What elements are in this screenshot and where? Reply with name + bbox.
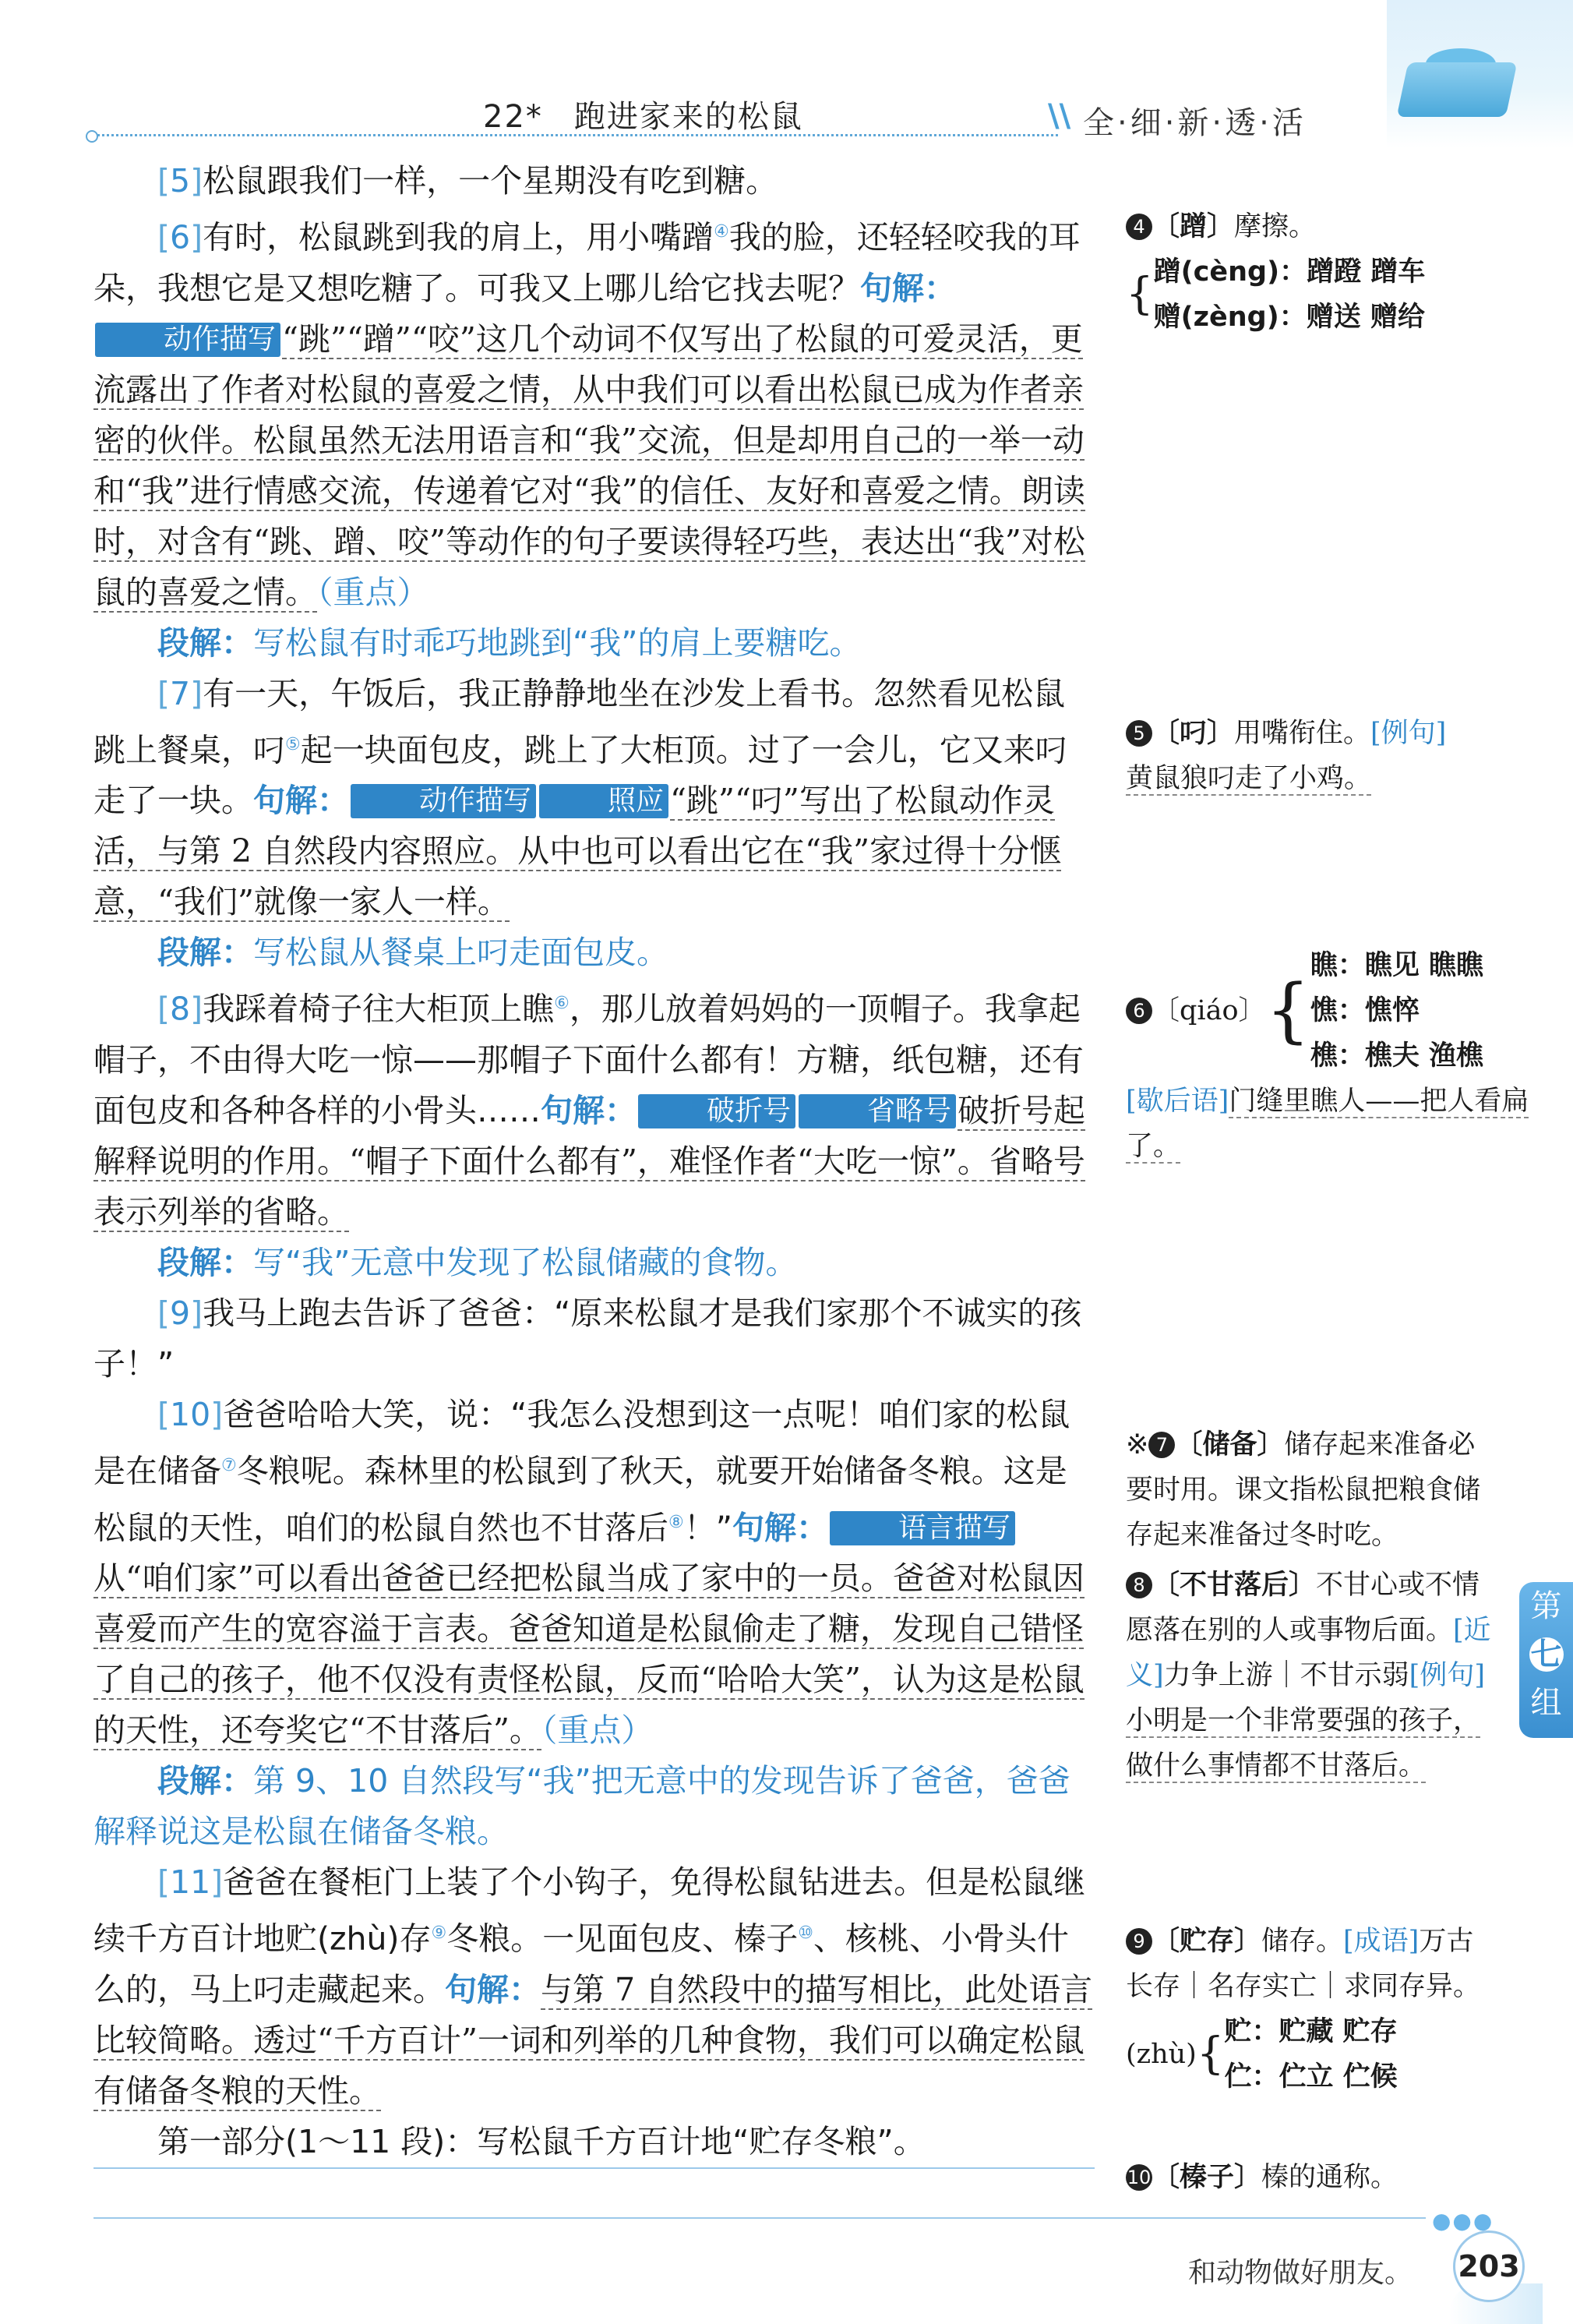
note-number: 8: [1126, 1572, 1152, 1598]
unit-tab: [1519, 1582, 1573, 1738]
sentence-analysis-label: 句解：: [541, 1091, 637, 1129]
header-divider-dot: [86, 130, 98, 143]
paragraph-text: 起一块面包皮，跳上了大柜顶。过了一会儿，它又来叼走了一块。: [93, 731, 1067, 820]
paragraph-summary-4: [93, 1756, 1095, 1857]
paragraph-8: [8]我踩着椅子往大柜顶上瞧⑥，那儿放着妈妈的一顶帽子。我拿起帽子，不由得大吃一惊——那帽子下面什么都有！方糖，纸包糖，还有面包皮和各种各样的小骨头……句解： 破折号 省略号 破折号起解释说明的作用。“帽子下面什么都有”，难怪作者“大吃一惊”。省略号表示列举的省略。: [93, 990, 1086, 1231]
side-note-6: [1126, 943, 1547, 1169]
sentence-analysis-label: 句解：: [253, 782, 349, 820]
note-word: 〔储备〕: [1175, 1429, 1285, 1460]
summary-text: 写松鼠从餐桌上叼走面包皮。: [253, 934, 668, 972]
summary-text: 写松鼠有时乖巧地跳到“我”的肩上要糖吃。: [253, 623, 862, 662]
note-number: 9: [1126, 1928, 1152, 1955]
summary-label: 段解：: [157, 623, 253, 662]
technique-tag: 动作描写: [351, 784, 536, 818]
example-text: 黄鼠狼叼走了小鸡。: [1126, 763, 1372, 794]
part-summary-text: 第一部分(1～11 段)：写松鼠千方百计地“贮存冬粮”。: [157, 2122, 926, 2160]
paragraph-number: 7: [170, 674, 191, 712]
sentence-analysis-label: 句解：: [732, 1509, 828, 1547]
note-word: 〔蹭〕: [1152, 211, 1235, 242]
analysis-note: [93, 320, 1085, 613]
paragraph-text: 爸爸哈哈大笑，说：“我怎么没想到这一点呢！咱们家的松鼠是在储备: [93, 1395, 1070, 1490]
analysis-text: 破折号起解释说明的作用。“帽子下面什么都有”，难怪作者“大吃一惊”。省略号表示列举的省略。: [93, 1091, 1086, 1231]
paragraph-summary-1: [93, 618, 1095, 669]
analysis-text: 从“咱们家”可以看出爸爸已经把松鼠当成了家中的一员。爸爸对松鼠因喜爱而产生的宽容溢于言表。爸爸知道是松鼠偷走了糖，发现自己错怪了自己的孩子，他不仅没有责怪松鼠，反而“哈哈大笑”，认为这是松鼠的天性，还夸奖它“不甘落后”。: [93, 1559, 1085, 1750]
note-line: 蹭(cèng)：蹭蹬 蹭车: [1153, 256, 1426, 288]
paragraph-5: [5]松鼠跟我们一样，一个星期没有吃到糖。: [157, 162, 778, 200]
technique-tag: 照应: [539, 784, 668, 818]
technique-tag: 省略号: [799, 1094, 956, 1128]
note-word: 〔叼〕: [1152, 718, 1235, 749]
paragraph-10: [10]爸爸哈哈大笑，说：“我怎么没想到这一点呢！咱们家的松鼠是在储备⑦冬粮呢。森林里的松鼠到了秋天，就要开始储备冬粮。这是松鼠的天性，咱们的松鼠自然也不甘落后⑧！”句解： 语言描写从“咱们家”可以看出爸爸已经把松鼠当成了家中的一员。爸爸对松鼠因喜爱而产生的宽容溢于言表。爸爸知道是松鼠偷走了糖，发现自己错怪了自己的孩子，他不仅没有责怪松鼠，反而“哈哈大笑”，认为这是松鼠的天性，还夸奖它“不甘落后”。（重点）: [93, 1395, 1085, 1750]
header-divider: [92, 134, 1058, 136]
paragraph-text: ，那儿放着妈妈的一顶帽子。我拿起帽子，不由得大吃一惊——那帽子下面什么都有！方糖，纸包糖，还有面包皮和各种各样的小骨头……: [93, 990, 1084, 1129]
note-definition: 储存起来准备必要时用。课文指松鼠把粮食储存起来准备过冬时吃。: [1126, 1429, 1481, 1551]
note-word: 〔榛子〕: [1152, 2162, 1262, 2193]
lesson-number: 22*: [483, 99, 543, 135]
footnote-ref: ⑩: [798, 1923, 813, 1944]
note-line: 瞧：瞧见 瞧瞧: [1310, 950, 1483, 981]
series-slogan: 全·细·新·透·活: [1083, 105, 1307, 141]
example-label: [例句]: [1370, 718, 1447, 749]
note-definition: 储存。: [1261, 1926, 1344, 1957]
note-number: 7: [1148, 1432, 1175, 1458]
footnote-ref: ⑤: [285, 734, 301, 754]
paragraph-7: [7]有一天，午饭后，我正静静地坐在沙发上看书。忽然看见松鼠跳上餐桌，叼⑤起一块面包皮，跳上了大柜顶。过了一会儿，它又来叼走了一块。句解： 动作描写 照应 “跳”“叼”写出了松鼠动作灵活，与第 2 自然段内容照应。从中也可以看出它在“我”家过得十分惬意，“我们”就像一家人一样。: [93, 674, 1067, 921]
unit-tab-text: 第: [1530, 1588, 1562, 1624]
paragraph-11: [11]爸爸在餐柜门上装了个小钩子，免得松鼠钻进去。但是松鼠继续千方百计地贮(zhù)存⑨冬粮。一见面包皮、榛子⑩、核桃、小骨头什么的，马上叼走藏起来。句解：与第 7 自然段中的描写相比，此处语言比较简略。透过“千方百计”一词和列举的几种食物，我们可以确定松鼠有储备冬粮的天性。: [93, 1863, 1093, 2110]
note-line: 憔：憔悴: [1310, 995, 1420, 1026]
note-pinyin: (zhù): [1126, 2039, 1197, 2070]
note-number: 10: [1126, 2164, 1152, 2191]
analysis-text: 与第 7 自然段中的描写相比，此处语言比较简略。透过“千方百计”一词和列举的几种食物，我们可以确定松鼠有储备冬粮的天性。: [93, 1970, 1093, 2110]
brace-icon: {: [1196, 2029, 1225, 2079]
note-number: 6: [1126, 998, 1152, 1024]
analysis-text: “跳”“叼”写出了松鼠动作灵活，与第 2 自然段内容照应。从中也可以看出它在“我”家过得十分惬意，“我们”就像一家人一样。: [93, 782, 1062, 921]
synonym-text: 力争上游｜不甘示弱: [1163, 1660, 1409, 1691]
important-mark: ※: [1126, 1429, 1149, 1460]
paragraph-9: [9]我马上跑去告诉了爸爸：“原来松鼠才是我们家那个不诚实的孩子！”: [93, 1294, 1082, 1383]
note-word: 〔qiáo〕: [1152, 995, 1266, 1026]
unit-tab-text: 组: [1530, 1685, 1562, 1721]
paragraph-text: 我马上跑去告诉了爸爸：“原来松鼠才是我们家那个不诚实的孩子！”: [93, 1294, 1082, 1383]
paragraph-text: 冬粮。一见面包皮、榛子: [446, 1920, 799, 1958]
paragraph-number: 9: [170, 1294, 191, 1332]
paragraph-text: 我的脸，还轻轻咬我的耳朵，我想它是又想吃糖了。可我又上哪儿给它找去呢？: [93, 218, 1081, 307]
paragraph-text: 、核桃、小骨头什么的，马上叼走藏起来。: [93, 1920, 1069, 2008]
paragraph-6: [6]有时，松鼠跳到我的肩上，用小嘴蹭④我的脸，还轻轻咬我的耳朵，我想它是又想吃糖了。可我又上哪儿给它找去呢？句解：动作描写 “跳”“蹭”“咬”这几个动词不仅写出了松鼠的可爱灵活，更流露出了作者对松鼠的喜爱之情，从中我们可以看出松鼠已成为作者亲密的伙伴。松鼠虽然无法用语言和“我”交流，但是却用自己的一举一动和“我”进行情感交流，传递着它对“我”的信任、友好和喜爱之情。朗读时，对含有“跳、蹭、咬”等动作的句子要读得轻巧些，表达出“我”对松鼠的喜爱之情。（重点）: [93, 218, 1085, 611]
summary-text: 第 9、10 自然段写“我”把无意中的发现告诉了爸爸，爸爸解释说这是松鼠在储备冬粮。: [93, 1762, 1070, 1851]
technique-tag: 动作描写: [95, 323, 280, 357]
unit-theme: 和动物做好朋友。: [1188, 2257, 1413, 2289]
technique-tag: 破折号: [638, 1094, 795, 1128]
paragraph-number: 11: [170, 1863, 211, 1902]
paragraph-text: 有一天，午饭后，我正静静地坐在沙发上看书。忽然看见松鼠跳上餐桌，叼: [93, 674, 1066, 769]
paragraph-number: 8: [170, 990, 191, 1028]
key-point-label: （重点）: [317, 573, 429, 611]
paragraph-number: 10: [170, 1395, 211, 1433]
note-number: 5: [1126, 720, 1152, 747]
note-line: 贮：贮藏 贮存: [1224, 2016, 1398, 2047]
note-line: 樵：樵夫 渔樵: [1310, 1040, 1483, 1072]
example-text: 门缝里瞧人——把人看扁了。: [1126, 1086, 1529, 1162]
note-word: 〔不甘落后〕: [1152, 1570, 1317, 1601]
paragraph-text: 松鼠跟我们一样，一个星期没有吃到糖。: [203, 162, 778, 200]
footnote-ref: ⑥: [554, 994, 570, 1014]
synonym-label: [近义]: [1126, 1615, 1491, 1691]
lesson-title: 跑进家来的松鼠: [573, 99, 803, 135]
footnote-ref: ⑨: [431, 1923, 447, 1944]
sentence-analysis-label: 句解：: [445, 1970, 541, 2008]
summary-text: 写“我”无意中发现了松鼠储藏的食物。: [253, 1243, 798, 1281]
technique-tag: 语言描写: [830, 1511, 1015, 1545]
brace-icon: {: [1265, 970, 1310, 1051]
brace-icon: {: [1126, 269, 1154, 320]
example-label: [歇后语]: [1126, 1086, 1229, 1117]
footnote-ref: ⑦: [221, 1455, 237, 1475]
paragraph-text: 爸爸在餐柜门上装了个小钩子，免得松鼠钻进去。但是松鼠继续千方百计地贮(zhù)存: [93, 1863, 1086, 1958]
side-note-4: [1126, 204, 1547, 340]
summary-label: 段解：: [157, 1243, 253, 1281]
note-line: 赠(zèng)：赠送 赠给: [1153, 302, 1425, 333]
summary-label: 段解：: [157, 934, 253, 972]
note-definition: 摩擦。: [1234, 211, 1317, 242]
paragraph-text: 有时，松鼠跳到我的肩上，用小嘴蹭: [203, 218, 714, 256]
side-note-10: [1126, 2155, 1492, 2200]
example-text: 小明是一个非常要强的孩子，做什么事情都不甘落后。: [1126, 1705, 1481, 1782]
summary-label: 段解：: [157, 1762, 253, 1800]
analysis-note: [93, 1559, 1085, 1750]
note-definition: 榛的通称。: [1261, 2162, 1398, 2193]
idiom-text: 万古长存｜名存实亡｜求同存异。: [1126, 1926, 1481, 2002]
lesson-header: [483, 92, 803, 136]
footnote-ref: ④: [714, 222, 729, 242]
side-note-8: [1126, 1563, 1492, 1789]
paragraph-summary-3: [93, 1238, 1095, 1288]
paragraph-number: 5: [170, 162, 191, 200]
main-text: [93, 156, 1095, 2169]
note-line: 伫：伫立 伫候: [1224, 2061, 1398, 2093]
key-point-label: （重点）: [541, 1711, 654, 1750]
paragraph-text: 我踩着椅子往大柜顶上瞧: [203, 990, 555, 1028]
note-number: 4: [1126, 214, 1152, 240]
book-logo-base: [1397, 62, 1518, 117]
footnote-ref: ⑧: [668, 1512, 684, 1532]
unit-tab-number: 七: [1530, 1637, 1562, 1672]
analysis-text: “跳”“蹭”“咬”这几个动词不仅写出了松鼠的可爱灵活，更流露出了作者对松鼠的喜爱之情，从中我们可以看出松鼠已成为作者亲密的伙伴。松鼠虽然无法用语言和“我”交流，但是却用自己的一举一动和“我”进行情感交流，传递着它对“我”的信任、友好和喜爱之情。朗读时，对含有“跳、蹭、咬”等动作的句子要读得轻巧些，表达出“我”对松鼠的喜爱之情。: [93, 320, 1085, 611]
idiom-label: [成语]: [1343, 1926, 1420, 1957]
part-summary: [93, 2117, 1095, 2169]
sentence-analysis-label: 句解：: [860, 269, 956, 307]
paragraph-summary-2: [93, 927, 1095, 978]
side-note-9: [1126, 1919, 1492, 2100]
paragraph-text: 冬粮呢。森林里的松鼠到了秋天，就要开始储备冬粮。这是松鼠的天性，咱们的松鼠自然也不甘落后: [93, 1452, 1067, 1547]
footer-divider: [93, 2217, 1426, 2219]
example-label: [例句]: [1409, 1660, 1485, 1691]
footer-dots-icon: ●●●: [1432, 2208, 1494, 2234]
note-definition: 不甘心或不情愿落在别的人或事物后面。: [1126, 1570, 1480, 1646]
paragraph-text: ！”: [683, 1509, 732, 1547]
side-note-7: [1126, 1422, 1492, 1558]
paragraph-number: 6: [170, 218, 191, 256]
page-number: 203: [1453, 2230, 1525, 2302]
note-definition: 用嘴衔住。: [1234, 718, 1371, 749]
slogan-slash-icon: \\: [1048, 98, 1071, 134]
side-note-5: [1126, 711, 1547, 801]
note-word: 〔贮存〕: [1152, 1926, 1262, 1957]
